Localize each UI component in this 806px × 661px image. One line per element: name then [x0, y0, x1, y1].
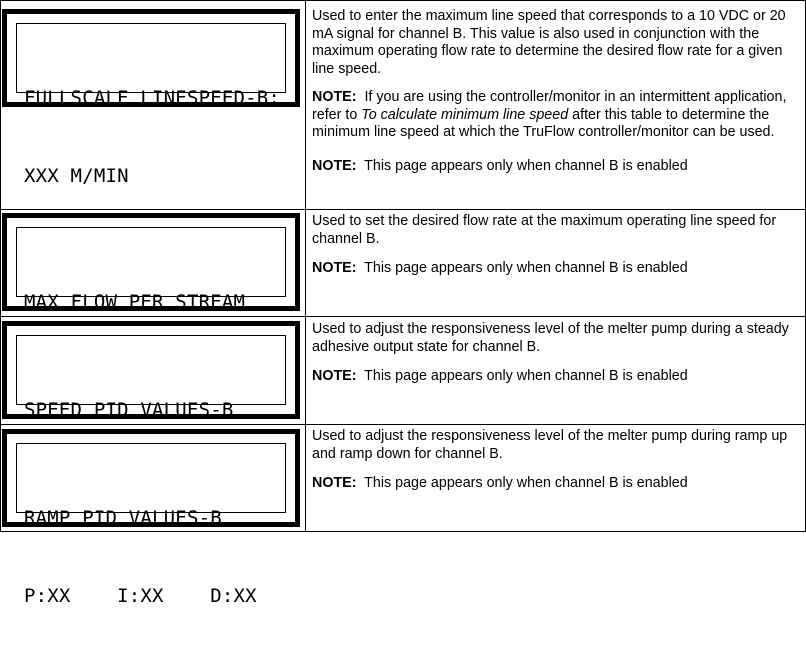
note-text: This page appears only when channel B is enabled: [364, 260, 688, 276]
lcd-screen: [16, 227, 286, 313]
description-text: Used to enter the maximum line speed that corresponds to a 10 VDC or 20 mA signal for channel B. This value is also used in conjunction with the maximum operating flow rate to determine the desired flow rate for a given line speed.: [312, 8, 786, 77]
lcd-display-speed-pid: [2, 321, 300, 419]
note-channel-b: [312, 158, 800, 176]
lcd-line-1: RAMP PID VALUES-B: [24, 507, 222, 529]
note-channel-b: [312, 260, 800, 278]
note-channel-b: [312, 368, 800, 386]
description-ramp-pid: [312, 428, 800, 493]
note-text: This page appears only when channel B is enabled: [364, 368, 688, 384]
table-border-top: [0, 0, 806, 1]
note-text: This page appears only when channel B is enabled: [364, 157, 688, 174]
note-reference: To calculate minimum line speed: [361, 106, 569, 123]
note-label: NOTE:: [312, 475, 357, 491]
note-label: NOTE:: [312, 260, 357, 276]
lcd-display-ramp-pid: [2, 429, 300, 607]
column-divider: [305, 0, 306, 532]
lcd-line-1: SPEED PID VALUES-B: [24, 399, 234, 421]
note-label: NOTE:: [312, 89, 357, 105]
lcd-display-fullscale-linespeed: [2, 9, 300, 187]
lcd-line-1: MAX FLOW PER STREAM: [24, 291, 246, 313]
note-text-pre: If you are using the controller/monitor in an intermittent application, refer to: [312, 89, 787, 123]
lcd-line-2: P:XX I:XX D:XX: [24, 585, 257, 607]
lcd-display-max-flow: [2, 213, 300, 311]
description-max-flow: [312, 213, 800, 278]
note-label: NOTE:: [312, 368, 357, 384]
description-text: Used to adjust the responsiveness level of the melter pump during ramp up and ramp down for channel B.: [312, 428, 788, 462]
lcd-line-1: FULLSCALE LINESPEED-B:: [24, 87, 281, 109]
lcd-screen: [16, 335, 286, 421]
table-border-left: [0, 0, 1, 532]
note-label: NOTE:: [312, 157, 357, 174]
description-speed-pid: [312, 321, 800, 386]
description-fullscale-linespeed: [312, 8, 800, 175]
note-text: This page appears only when channel B is enabled: [364, 475, 688, 491]
description-text: Used to set the desired flow rate at the maximum operating line speed for channel B.: [312, 213, 777, 247]
description-text: Used to adjust the responsiveness level of the melter pump during a steady adhesive output state for channel B.: [312, 321, 789, 355]
lcd-screen: [16, 23, 286, 187]
lcd-line-2: XXX M/MIN: [24, 165, 129, 187]
note-intermittent: [312, 89, 800, 142]
note-text-post: after this table to determine the minimum line speed at which the TruFlow controller/monitor can be used.: [312, 106, 775, 140]
lcd-screen: [16, 443, 286, 607]
note-channel-b: [312, 475, 800, 493]
